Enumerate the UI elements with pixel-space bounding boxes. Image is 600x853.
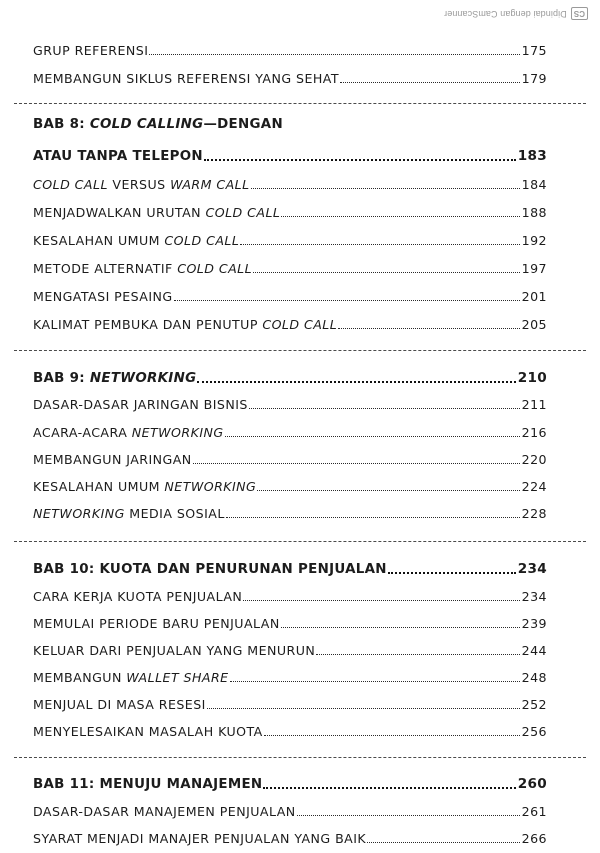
toc-entry[interactable] (33, 607, 547, 635)
toc-entry[interactable] (33, 224, 547, 252)
toc-entry[interactable] (33, 62, 547, 90)
toc-entry[interactable] (33, 196, 547, 224)
dot-leader (249, 408, 520, 409)
entry-title: MEMBANGUN SIKLUS REFERENSI YANG SEHAT (33, 71, 339, 86)
dot-leader (281, 627, 520, 628)
entry-title: KALIMAT PEMBUKA DAN PENUTUP COLD CALL (33, 317, 338, 332)
watermark-text: Dipindai dengan CamScanner (443, 9, 567, 19)
page-number: 175 (521, 43, 547, 58)
chapter-page-number: 210 (517, 370, 547, 386)
chapter-entry[interactable] (33, 553, 547, 581)
dot-leader (197, 381, 515, 383)
toc-entry[interactable] (33, 34, 547, 62)
entry-title: MEMBANGUN JARINGAN (33, 452, 192, 467)
page-number: 184 (521, 177, 547, 192)
entry-title: ACARA-ACARA NETWORKING (33, 425, 224, 440)
page-number: 228 (521, 506, 547, 521)
entry-title: DASAR-DASAR JARINGAN BISNIS (33, 397, 248, 412)
chapter-title: BAB 9: NETWORKING (33, 371, 197, 386)
entry-title: COLD CALL VERSUS WARM CALL (33, 177, 250, 192)
page-number: 256 (521, 724, 547, 739)
page-number: 205 (521, 317, 547, 332)
toc-entry[interactable] (33, 388, 547, 416)
dot-leader (243, 600, 519, 601)
page-number: 248 (521, 670, 547, 685)
toc-entry[interactable] (33, 822, 547, 850)
dot-leader (240, 244, 519, 245)
section-divider (14, 103, 586, 104)
entry-title: MENYELESAIKAN MASALAH KUOTA (33, 724, 263, 739)
entry-title: DASAR-DASAR MANAJEMEN PENJUALAN (33, 804, 296, 819)
page-number: 188 (521, 205, 547, 220)
dot-leader (204, 159, 516, 161)
dot-leader (297, 815, 520, 816)
toc-entry[interactable] (33, 688, 547, 716)
toc-entry[interactable] (33, 634, 547, 662)
entry-title: MENGATASI PESAING (33, 289, 173, 304)
toc-entry[interactable] (33, 470, 547, 498)
page-number: 234 (521, 589, 547, 604)
dot-leader (257, 490, 519, 491)
dot-leader (263, 787, 515, 789)
section-divider (14, 541, 586, 542)
entry-title: KESALAHAN UMUM NETWORKING (33, 479, 257, 494)
toc-entry[interactable] (33, 795, 547, 823)
entry-title: MENJADWALKAN URUTAN COLD CALL (33, 205, 281, 220)
toc-entry[interactable] (33, 252, 547, 280)
toc-entry[interactable] (33, 715, 547, 743)
dot-leader (316, 654, 519, 655)
dot-leader (338, 328, 519, 329)
toc-entry[interactable] (33, 280, 547, 308)
dot-leader (193, 463, 520, 464)
dot-leader (264, 735, 520, 736)
dot-leader (174, 300, 520, 301)
dot-leader (340, 82, 520, 83)
page-number: 261 (521, 804, 547, 819)
entry-title: METODE ALTERNATIF COLD CALL (33, 261, 253, 276)
chapter-page-number: 183 (517, 148, 547, 164)
dot-leader (207, 708, 520, 709)
page-number: 220 (521, 452, 547, 467)
page-number: 252 (521, 697, 547, 712)
camscanner-logo-icon: CS (571, 8, 588, 21)
section-divider (14, 350, 586, 351)
entry-title: MENJUAL DI MASA RESESI (33, 697, 206, 712)
entry-title: CARA KERJA KUOTA PENJUALAN (33, 589, 243, 604)
chapter-heading-line: BAB 8: COLD CALLING—DENGAN (33, 117, 283, 132)
entry-title: KESALAHAN UMUM COLD CALL (33, 233, 240, 248)
chapter-title: ATAU TANPA TELEPON (33, 149, 203, 164)
entry-title: NETWORKING MEDIA SOSIAL (33, 506, 225, 521)
toc-entry[interactable] (33, 443, 547, 471)
page-number: 201 (521, 289, 547, 304)
dot-leader (367, 842, 520, 843)
chapter-entry[interactable] (33, 362, 547, 390)
dot-leader (226, 517, 520, 518)
chapter-entry[interactable] (33, 140, 547, 168)
section-divider (14, 757, 586, 758)
page-number: 216 (521, 425, 547, 440)
page-number: 211 (521, 397, 547, 412)
dot-leader (253, 272, 519, 273)
dot-leader (281, 216, 519, 217)
page-number: 224 (521, 479, 547, 494)
page-number: 179 (521, 71, 547, 86)
chapter-page-number: 234 (517, 561, 547, 577)
toc-entry[interactable] (33, 661, 547, 689)
dot-leader (251, 188, 520, 189)
dot-leader (149, 54, 519, 55)
page-number: 266 (521, 831, 547, 846)
toc-entry[interactable] (33, 416, 547, 444)
toc-entry[interactable] (33, 308, 547, 336)
entry-title: SYARAT MENJADI MANAJER PENJUALAN YANG BAIK (33, 831, 367, 846)
chapter-title: BAB 10: KUOTA DAN PENURUNAN PENJUALAN (33, 562, 387, 577)
toc-entry[interactable] (33, 497, 547, 525)
entry-title: GRUP REFERENSI (33, 43, 149, 58)
page-number: 244 (521, 643, 547, 658)
dot-leader (225, 436, 520, 437)
chapter-title: BAB 11: MENUJU MANAJEMEN (33, 777, 263, 792)
dot-leader (230, 681, 520, 682)
toc-entry[interactable] (33, 580, 547, 608)
chapter-entry[interactable] (33, 768, 547, 796)
scanner-watermark (444, 6, 588, 22)
page-number: 197 (521, 261, 547, 276)
entry-title: KELUAR DARI PENJUALAN YANG MENURUN (33, 643, 316, 658)
page-number: 239 (521, 616, 547, 631)
toc-entry[interactable] (33, 168, 547, 196)
dot-leader (388, 572, 516, 574)
chapter-page-number: 260 (517, 776, 547, 792)
entry-title: MEMBANGUN WALLET SHARE (33, 670, 229, 685)
entry-title: MEMULAI PERIODE BARU PENJUALAN (33, 616, 280, 631)
page-number: 192 (521, 233, 547, 248)
